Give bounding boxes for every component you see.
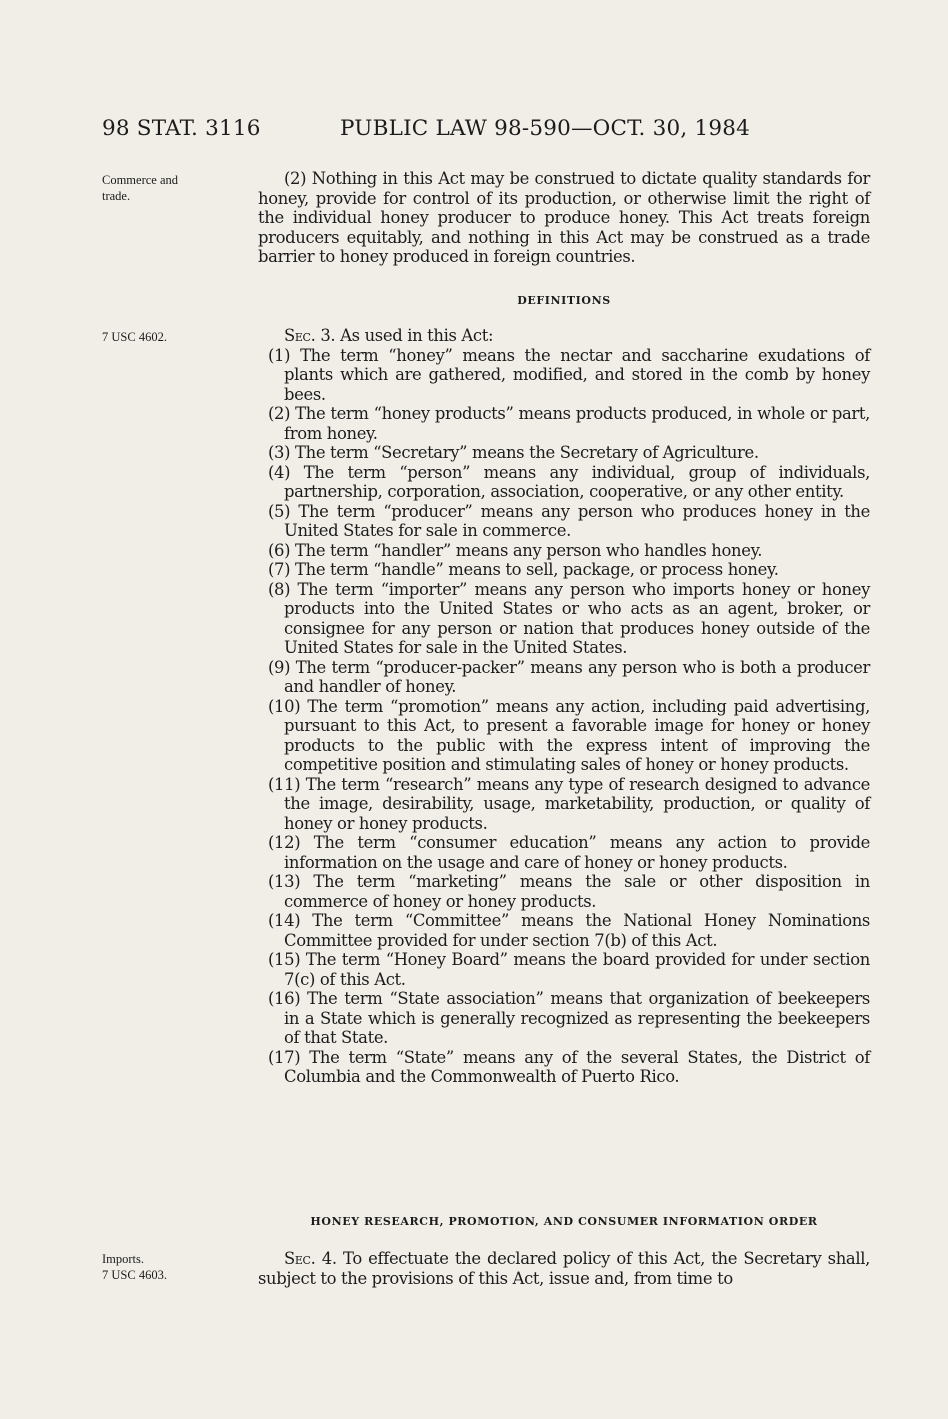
section-label: Sec. 3. [284,326,336,345]
definition-3: (3) The term “Secretary” means the Secretary of Agriculture. [268,443,759,462]
definition-1: (1) The term “honey” means the nectar and saccharine exudations of plants which are gathered, modified, and stored in the comb by honey bees. [268,345,870,404]
margin-note-line: 7 USC 4603. [102,1268,167,1282]
paragraph-text: (2) Nothing in this Act may be construed to dictate quality standards for honey, provide for control of its production, or otherwise limit the right of the individual honey producer to produce honey. This Act treats foreign producers equitably, and nothing in this Act may be construed as a trade barrier to honey produced in foreign countries. [258,169,870,266]
section-intro-text: As used in this Act: [340,326,494,345]
heading-order: HONEY RESEARCH, PROMOTION, AND CONSUMER INFORMATION ORDER [310,1215,818,1228]
margin-note-line: Imports. [102,1252,145,1266]
definition-15: (15) The term “Honey Board” means the board provided for under section 7(c) of this Act. [268,950,870,989]
definition-4: (4) The term “person” means any individual, group of individuals, partnership, corporation, association, cooperative, or any other entity. [268,462,870,501]
definition-8: (8) The term “importer” means any person who imports honey or honey products into the United States or who acts as an agent, broker, or consignee for any person or nation that produces honey outside of the United States for sale in the United States. [268,579,870,657]
section-label: Sec. 4. [284,1249,337,1268]
public-law-title: PUBLIC LAW 98-590—OCT. 30, 1984 [340,116,750,141]
margin-note-usc4602: 7 USC 4602. [102,330,167,344]
margin-note-line: Commerce and [102,173,179,187]
section-4 [258,1249,870,1288]
definition-5: (5) The term “producer” means any person who produces honey in the United States for sale in commerce. [268,501,870,540]
statute-page-number: 98 STAT. 3116 [102,116,261,141]
definition-10: (10) The term “promotion” means any action, including paid advertising, pursuant to this Act, to present a favorable image for honey or honey products to the public with the express intent of improving the competitive position and stimulating sales of honey or honey products. [268,696,870,774]
definition-14: (14) The term “Committee” means the National Honey Nominations Committee provided for under section 7(b) of this Act. [268,911,870,950]
definition-9: (9) The term “producer-packer” means any person who is both a producer and handler of honey. [268,657,870,696]
section-body-text: To effectuate the declared policy of this Act, the Secretary shall, subject to the provisions of this Act, issue and, from time to [258,1249,870,1288]
margin-note-line: trade. [102,189,131,203]
definition-11: (11) The term “research” means any type of research designed to advance the image, desirability, usage, marketability, production, or quality of honey or honey products. [268,774,870,833]
definition-12: (12) The term “consumer education” means any action to provide information on the usage and care of honey or honey products. [268,833,870,872]
definition-17: (17) The term “State” means any of the several States, the District of Columbia and the Commonwealth of Puerto Rico. [268,1047,870,1086]
section-3 [258,326,870,1087]
margin-note-commerce [102,172,232,204]
definition-16: (16) The term “State association” means that organization of beekeepers in a State which is generally recognized as representing the beekeepers of that State. [268,989,870,1047]
definition-13: (13) The term “marketing” means the sale or other disposition in commerce of honey or honey products. [268,872,870,911]
definition-6: (6) The term “handler” means any person who handles honey. [268,540,763,560]
heading-definitions: DEFINITIONS [517,294,611,307]
section-3-intro [258,326,870,346]
definition-2: (2) The term “honey products” means products produced, in whole or part, from honey. [268,404,870,443]
section-4-text [258,1249,870,1288]
definition-7: (7) The term “handle” means to sell, package, or process honey. [268,560,779,579]
margin-note-imports [102,1251,232,1283]
paragraph-2 [258,169,870,267]
